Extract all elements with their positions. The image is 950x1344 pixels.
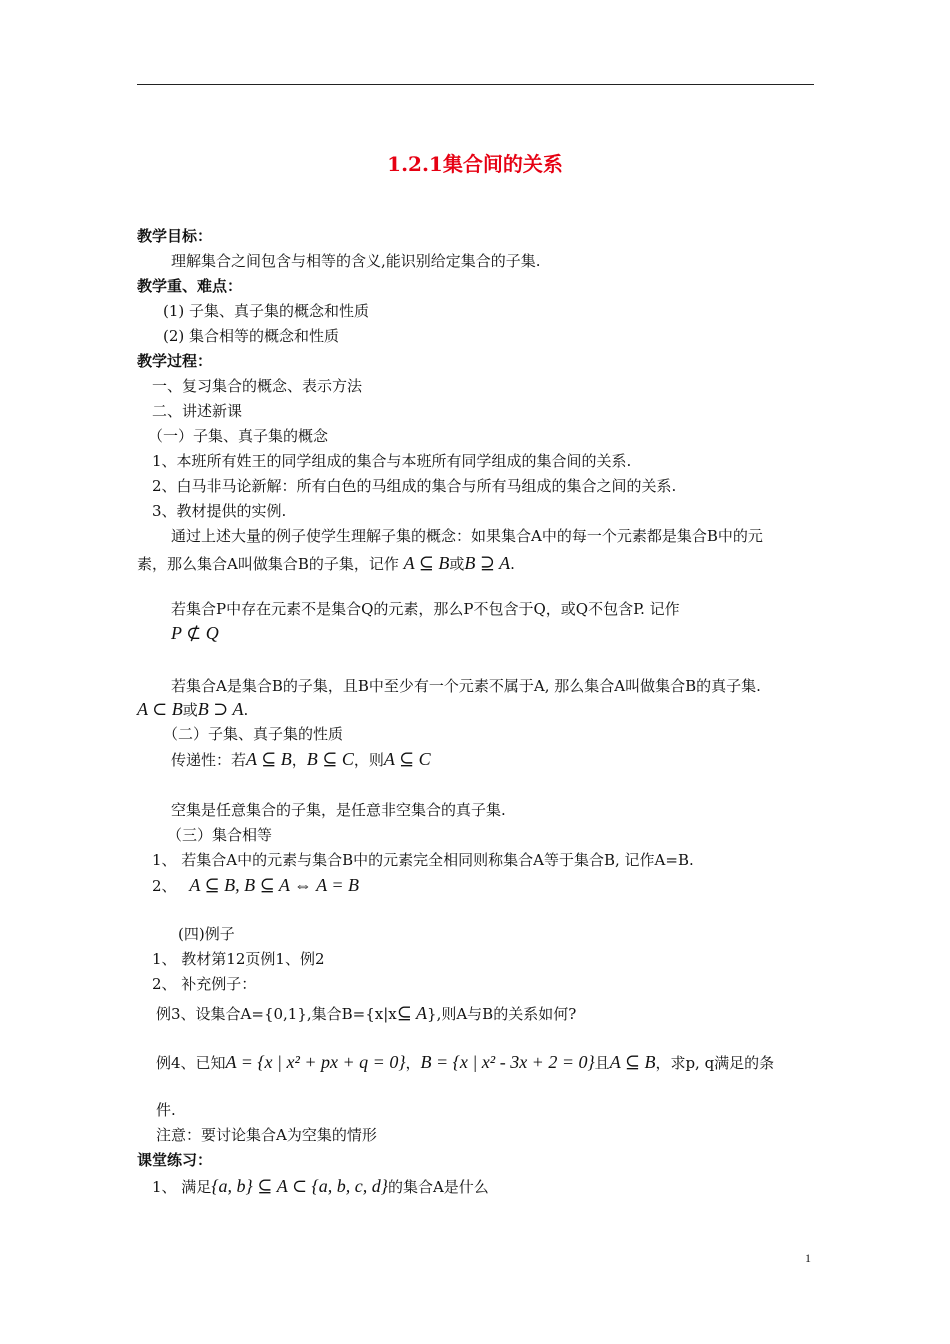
subset-definition-line1: 通过上述大量的例子使学生理解子集的概念：如果集合A中的每一个元素都是集合B中的元 (171, 527, 763, 545)
subsection-subset-concept: （一）子集、真子集的概念 (148, 427, 329, 445)
subset-definition-text: 素，那么集合A叫做集合B的子集，记作 (137, 555, 399, 573)
item-number: 2、 (152, 877, 177, 895)
page-title: 1.2.1集合间的关系 (387, 152, 563, 176)
example-4-question: ，求p, q满足的条 (655, 1054, 775, 1072)
exercise-1-text: 1、 满足 (152, 1178, 212, 1196)
and-text: 且 (594, 1054, 610, 1072)
formula-p-not-subset-q: P ⊄ Q (171, 623, 219, 643)
examples-item-2: 2、 补充例子： (152, 975, 257, 993)
period: . (243, 701, 249, 719)
key-points-heading: 教学重、难点： (137, 277, 243, 295)
subsection-subset-properties: （二）子集、真子集的性质 (163, 725, 344, 743)
example-3-question: },则A与B的关系如何? (427, 1005, 577, 1023)
comma: ， (291, 751, 307, 769)
formula-b-supseteq-a: B ⊇ A (464, 553, 511, 573)
period: . (510, 555, 515, 573)
formula-set-equality: A ⊆ B, B ⊆ A ⇔ A = B (189, 875, 359, 895)
formula-a-subseteq-b: A ⊆ B (246, 749, 292, 769)
process-heading: 教学过程： (137, 352, 213, 370)
subsection-set-equality: （三）集合相等 (167, 826, 273, 844)
key-point-2: (2) 集合相等的概念和性质 (163, 327, 340, 345)
example-item-1: 1、本班所有姓王的同学组成的集合与本班所有同学组成的集合间的关系. (152, 452, 632, 470)
examples-item-1: 1、 教材第12页例1、例2 (152, 950, 325, 968)
formula-set-b: B = {x | x² - 3x + 2 = 0} (420, 1052, 595, 1072)
formula-a-subset-b: A ⊂ B (137, 699, 183, 719)
example-4-text: 例4、已知 (156, 1054, 226, 1072)
formula-exercise-sets: {a, b} ⊆ A ⊂ {a, b, c, d} (211, 1176, 388, 1196)
equality-item-2 (152, 875, 359, 896)
formula-b-supset-a: B ⊃ A (197, 699, 244, 719)
or-text: 或 (182, 701, 198, 719)
example-3-text: 例3、设集合A={0,1},集合B={x|x (156, 1005, 397, 1023)
exercise-heading: 课堂练习： (137, 1151, 213, 1169)
subsection-examples: (四)例子 (178, 925, 235, 943)
formula-x-subseteq-a: ⊆ A (396, 1003, 428, 1023)
transitivity-line (171, 749, 431, 770)
empty-set-property: 空集是任意集合的子集，是任意非空集合的真子集. (171, 801, 506, 819)
formula-a-subseteq-b: A ⊆ B (609, 1052, 656, 1072)
proper-subset-definition: 若集合A是集合B的子集，且B中至少有一个元素不属于A, 那么集合A叫做集合B的真子集. (171, 677, 761, 695)
example-item-3: 3、教材提供的实例. (152, 502, 287, 520)
example-4-continued: 件. (156, 1101, 176, 1119)
exercise-item-1 (152, 1176, 489, 1197)
note-empty-set: 注意：要讨论集合A为空集的情形 (156, 1126, 377, 1144)
key-point-1: (1) 子集、真子集的概念和性质 (163, 302, 370, 320)
header-rule (137, 84, 814, 85)
subset-definition-line2 (137, 553, 515, 574)
not-subset-definition: 若集合P中存在元素不是集合Q的元素，那么P不包含于Q，或Q不包含P. 记作 (171, 600, 680, 618)
example-3 (156, 1003, 576, 1024)
proper-subset-formula-line (137, 699, 248, 720)
exercise-1-question: 的集合A是什么 (387, 1178, 489, 1196)
page-number: 1 (805, 1251, 811, 1265)
or-text: 或 (449, 555, 465, 573)
then-text: ，则 (353, 751, 384, 769)
section-review: 一、复习集合的概念、表示方法 (152, 377, 363, 395)
section-new-lesson: 二、讲述新课 (152, 402, 243, 420)
formula-set-a: A = {x | x² + px + q = 0} (225, 1052, 406, 1072)
formula-a-subseteq-b: A ⊆ B (403, 553, 450, 573)
equality-item-1: 1、 若集合A中的元素与集合B中的元素完全相同则称集合A等于集合B, 记作A=B. (152, 851, 694, 869)
transitivity-label: 传递性：若 (171, 751, 247, 769)
example-item-2: 2、白马非马论新解：所有白色的马组成的集合与所有马组成的集合之间的关系. (152, 477, 677, 495)
formula-a-subseteq-c: A ⊆ C (383, 749, 431, 769)
comma: ， (405, 1054, 421, 1072)
example-4 (156, 1052, 774, 1073)
teaching-goal-text: 理解集合之间包含与相等的含义,能识别给定集合的子集. (171, 252, 541, 270)
formula-b-subseteq-c: B ⊆ C (306, 749, 354, 769)
teaching-goal-heading: 教学目标： (137, 227, 213, 245)
